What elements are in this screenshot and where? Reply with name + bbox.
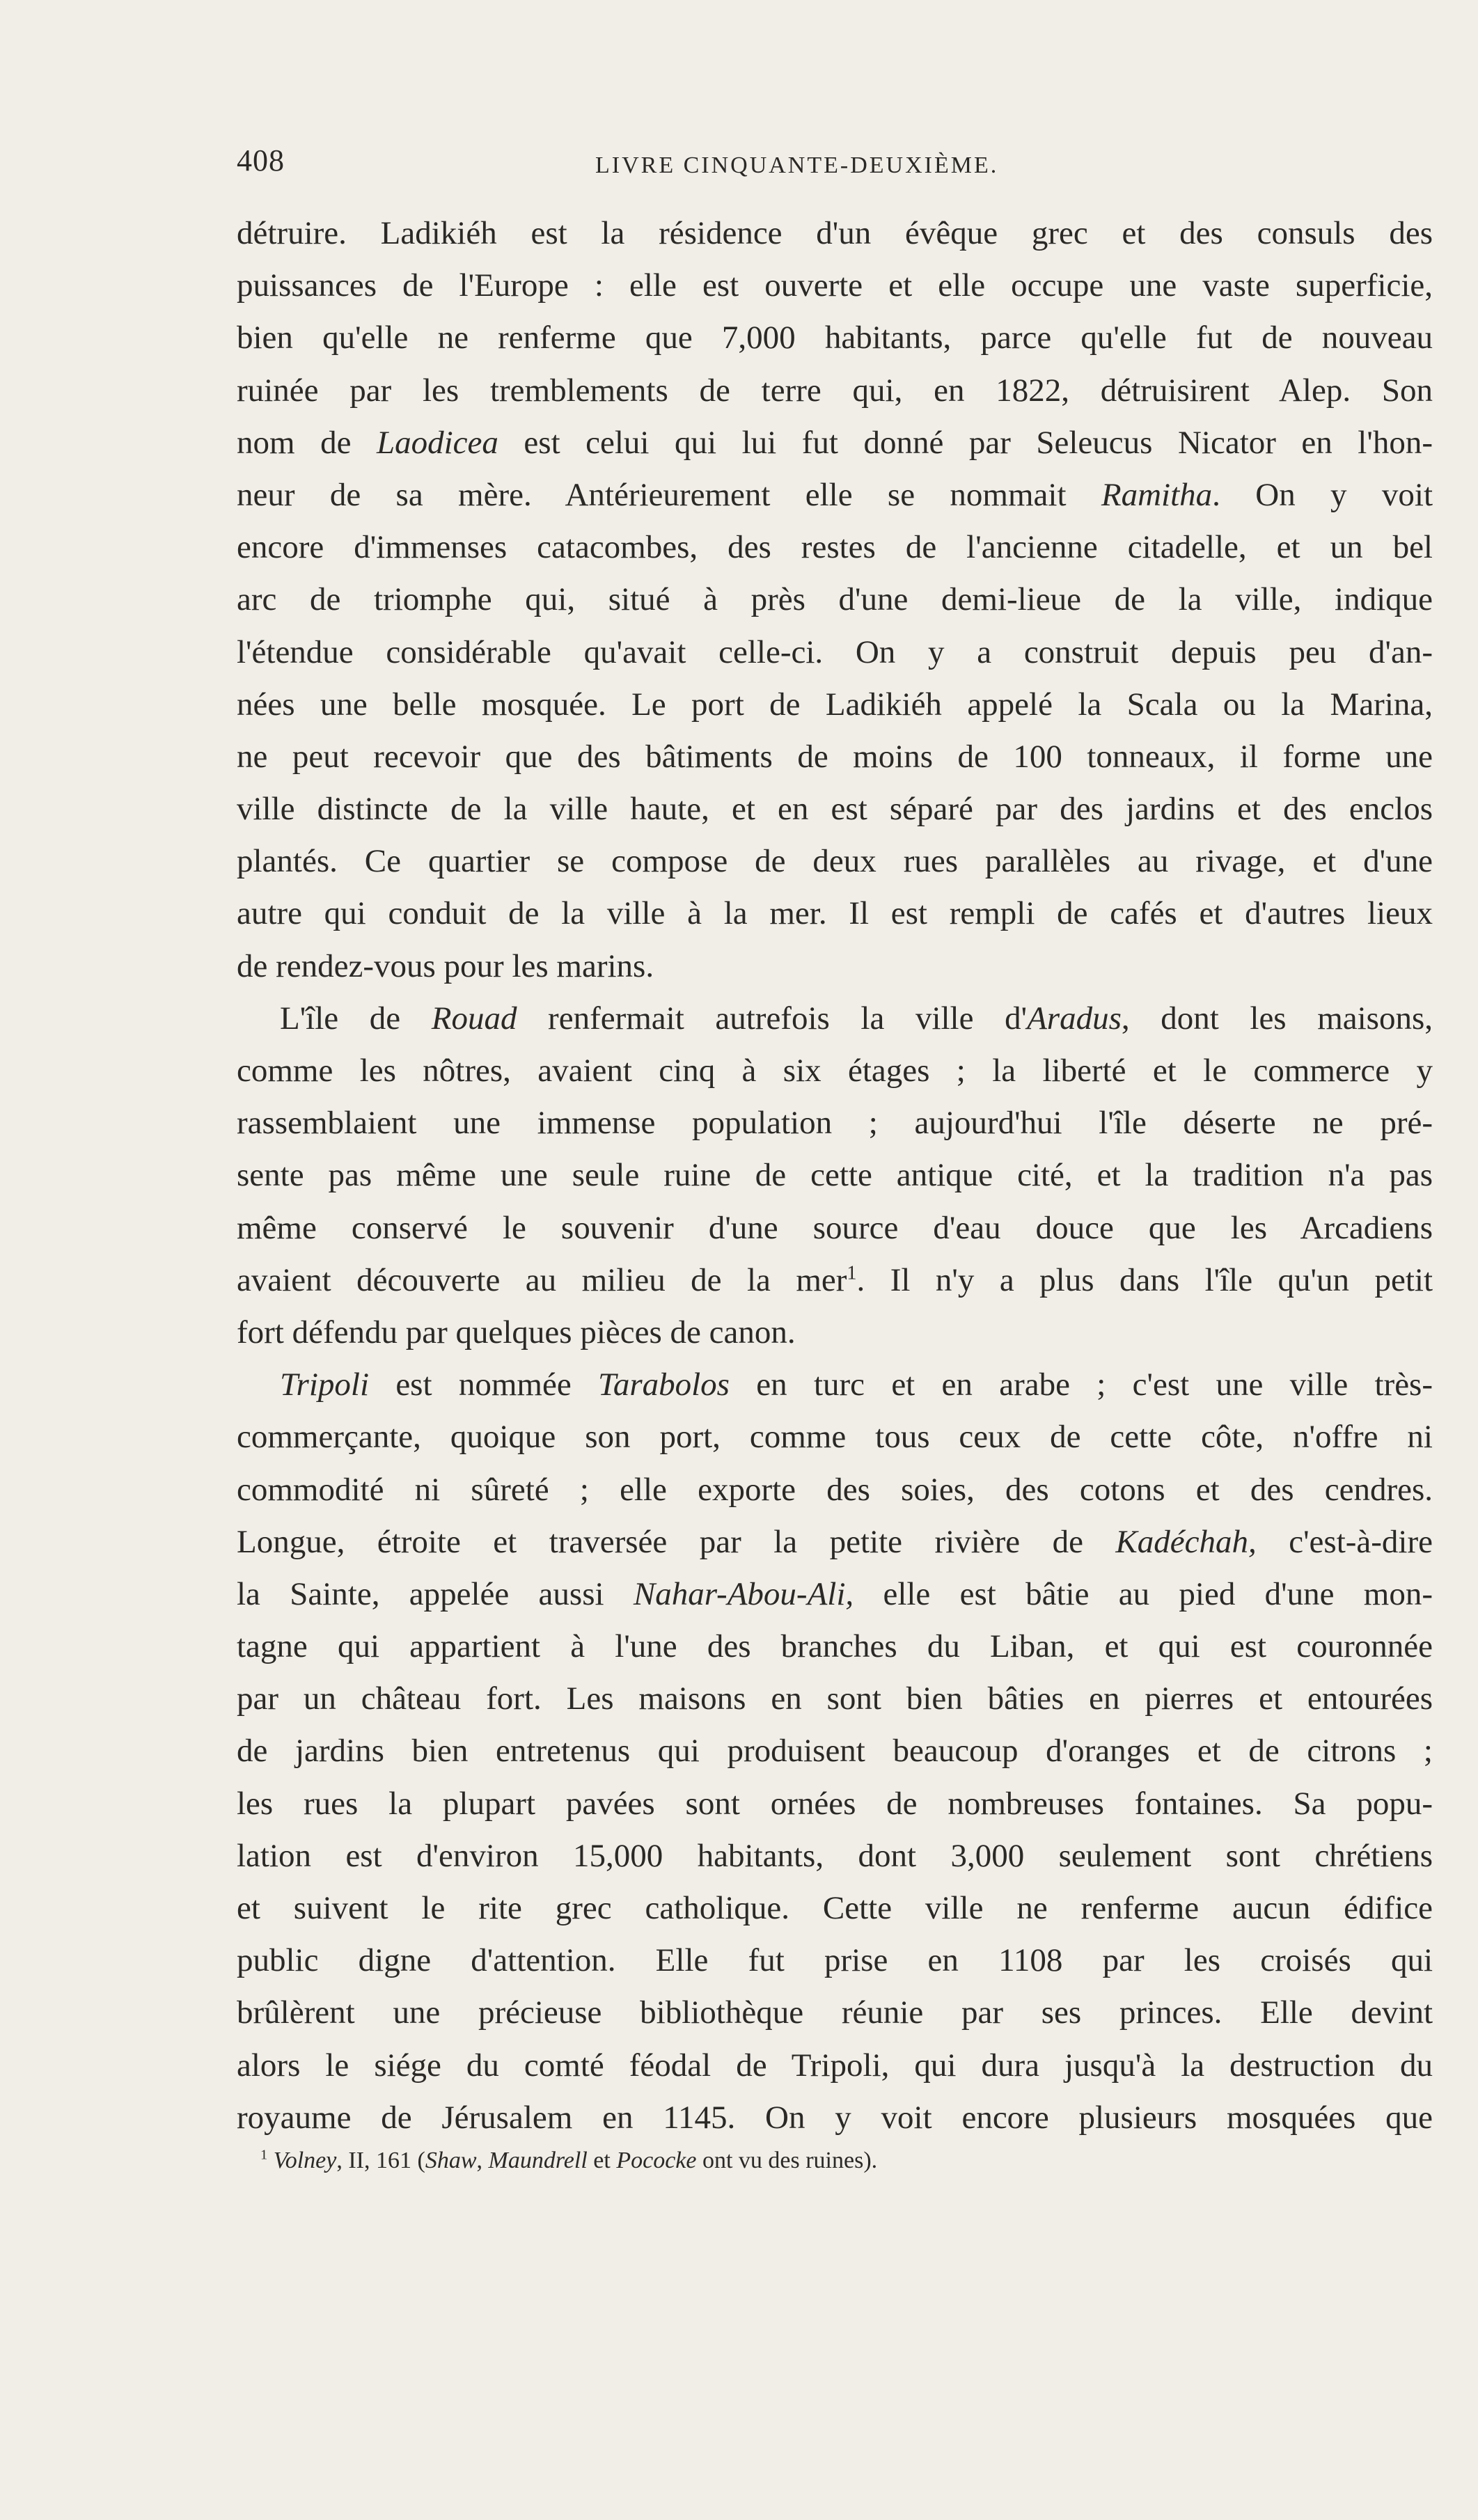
italic-term: Laodicea [376,424,498,461]
text-line [237,469,1433,521]
line-text: bien qu'elle ne renferme que 7,000 habitants, parce qu'elle fut de nouveau [237,320,1433,356]
text-line [237,993,1433,1045]
text-line [237,627,1433,679]
line-text: détruire. Ladikiéh est la résidence d'un évêque grec et des consuls des [237,215,1433,251]
line-text: en turc et en arabe ; c'est une ville très- [729,1367,1433,1403]
running-title: LIVRE CINQUANTE-DEUXIÈME. [595,152,999,178]
footnote-name-maundrell: Maundrell [488,2148,588,2173]
text-line [237,260,1433,312]
line-text: autre qui conduit de la ville à la mer. Il est rempli de cafés et d'autres lieux [237,895,1433,932]
body-text [237,207,1433,2144]
text-line [237,1307,1433,1359]
footnote-tail: ont vu des ruines). [696,2148,878,2173]
text-line [237,679,1433,731]
text-line [237,1097,1433,1149]
line-text: ne peut recevoir que des bâtiments de moins de 100 tonneaux, il forme une [237,738,1433,775]
text-line [237,312,1433,364]
text-line [237,1778,1433,1830]
text-line [237,1149,1433,1202]
footnote-author: Volney [273,2148,337,2173]
line-text: comme les nôtres, avaient cinq à six étages ; la liberté et le commerce y [237,1053,1433,1089]
text-line [237,574,1433,626]
italic-term: Kadéchah, [1115,1523,1257,1560]
text-line [237,1516,1433,1568]
line-text: arc de triomphe qui, situé à près d'une demi-lieue de la ville, indique [237,581,1433,618]
text-line [237,1202,1433,1254]
text-line [237,365,1433,417]
italic-term: Aradus [1027,1000,1122,1037]
line-text: par un château fort. Les maisons en sont bien bâties en pierres et entourées [237,1680,1433,1717]
line-text: , dont les maisons, [1121,1000,1433,1037]
footnote-sep: et [587,2148,617,2173]
footnote-name-pococke: Pococke [616,2148,697,2173]
text-line [237,1673,1433,1725]
line-text: ville distincte de la ville haute, et en est séparé par des jardins et des enclos [237,791,1433,828]
line-text: Longue, étroite et traversée par la petite rivière de [237,1523,1116,1560]
line-text: de rendez-vous pour les marins. [237,947,654,984]
line-text: commerçante, quoique son port, comme tous ceux de cette côte, n'offre ni [237,1419,1433,1456]
line-text: tagne qui appartient à l'une des branches du Liban, et qui est couronnée [237,1628,1433,1665]
text-line [237,1621,1433,1673]
line-text: nom de [237,424,377,461]
italic-term: Rouad [431,1000,517,1037]
italic-term: Ramitha [1101,476,1213,513]
page-number: 408 [237,143,285,178]
text-line [237,1045,1433,1097]
text-line [237,1882,1433,1935]
line-text: fort défendu par quelques pièces de canon. [237,1314,796,1350]
line-text: public digne d'attention. Elle fut prise en 1108 par les croisés qui [237,1942,1433,1979]
line-text: rassemblaient une immense population ; aujourd'hui l'île déserte ne pré- [237,1105,1433,1142]
text-line [237,1411,1433,1463]
line-text: les rues la plupart pavées sont ornées de nombreuses fontaines. Sa popu- [237,1785,1433,1822]
text-line [237,1725,1433,1777]
italic-term: Nahar-Abou-Ali, [633,1575,854,1612]
line-text: lation est d'environ 15,000 habitants, dont 3,000 seulement sont chrétiens [237,1837,1433,1874]
line-text: même conservé le souvenir d'une source d'eau douce que les Arcadiens [237,1209,1433,1246]
text-line [237,1254,1433,1307]
running-head [237,143,1433,184]
line-text: plantés. Ce quartier se compose de deux rues parallèles au rivage, et d'une [237,843,1433,880]
italic-term: Tripoli [280,1367,370,1403]
text-line [237,783,1433,835]
text-line [237,521,1433,574]
text-line [237,2040,1433,2092]
line-text: sente pas même une seule ruine de cette antique cité, et la tradition n'a pas [237,1157,1433,1194]
line-text: elle est bâtie au pied d'une mon- [854,1575,1433,1612]
line-text: puissances de l'Europe : elle est ouverte et elle occupe une vaste superficie, [237,267,1433,304]
text-line [237,731,1433,783]
text-line [237,1935,1433,1987]
line-text: neur de sa mère. Antérieurement elle se nommait [237,476,1101,513]
text-line [237,207,1433,260]
line-text: et suivent le rite grec catholique. Cette ville ne renferme aucun édifice [237,1890,1433,1926]
line-text: alors le siége du comté féodal de Tripoli, qui dura jusqu'à la destruction du [237,2047,1433,2084]
footnote-reference: 1 [847,1262,857,1284]
text-line [237,940,1433,993]
line-text: c'est-à-dire [1256,1523,1433,1560]
line-text: L'île de [280,1000,432,1037]
text-line [237,1359,1433,1411]
line-text: est celui qui lui fut donné par Seleucus Nicator en l'hon- [498,424,1433,461]
line-text: brûlèrent une précieuse bibliothèque réunie par ses princes. Elle devint [237,1994,1433,2031]
line-text: . On y voit [1212,476,1433,513]
text-line [237,417,1433,469]
text-line [237,888,1433,940]
line-text: royaume de Jérusalem en 1145. On y voit encore plusieurs mosquées que [237,2099,1433,2136]
line-text: ruinée par les tremblements de terre qui, en 1822, détruisirent Alep. Son [237,372,1433,409]
line-text: commodité ni sûreté ; elle exporte des soies, des cotons et des cendres. [237,1471,1433,1508]
text-line [237,1987,1433,2039]
line-text: de jardins bien entretenus qui produisent beaucoup d'oranges et de citrons ; [237,1733,1433,1770]
line-text: avaient découverte au milieu de la mer [237,1261,847,1298]
footnote-marker: 1 [260,2147,268,2163]
line-text: encore d'immenses catacombes, des restes de l'ancienne citadelle, et un bel [237,529,1433,566]
line-text: est nommée [369,1367,598,1403]
line-text: nées une belle mosquée. Le port de Ladikiéh appelé la Scala ou la Marina, [237,686,1433,723]
footnote-sep: , [476,2148,489,2173]
footnote-ref: , II, 161 ( [336,2148,425,2173]
line-text: renfermait autrefois la ville d' [517,1000,1028,1037]
text-line [237,835,1433,888]
footnote [260,2145,1305,2176]
line-text: . Il n'y a plus dans l'île qu'un petit [856,1261,1433,1298]
text-line [237,1830,1433,1882]
line-text: la Sainte, appelée aussi [237,1575,634,1612]
text-line [237,2092,1433,2144]
text-line [237,1464,1433,1516]
line-text: l'étendue considérable qu'avait celle-ci. On y a construit depuis peu d'an- [237,633,1433,670]
text-line [237,1568,1433,1621]
footnote-name-shaw: Shaw [425,2148,477,2173]
italic-term: Tarabolos [598,1367,730,1403]
